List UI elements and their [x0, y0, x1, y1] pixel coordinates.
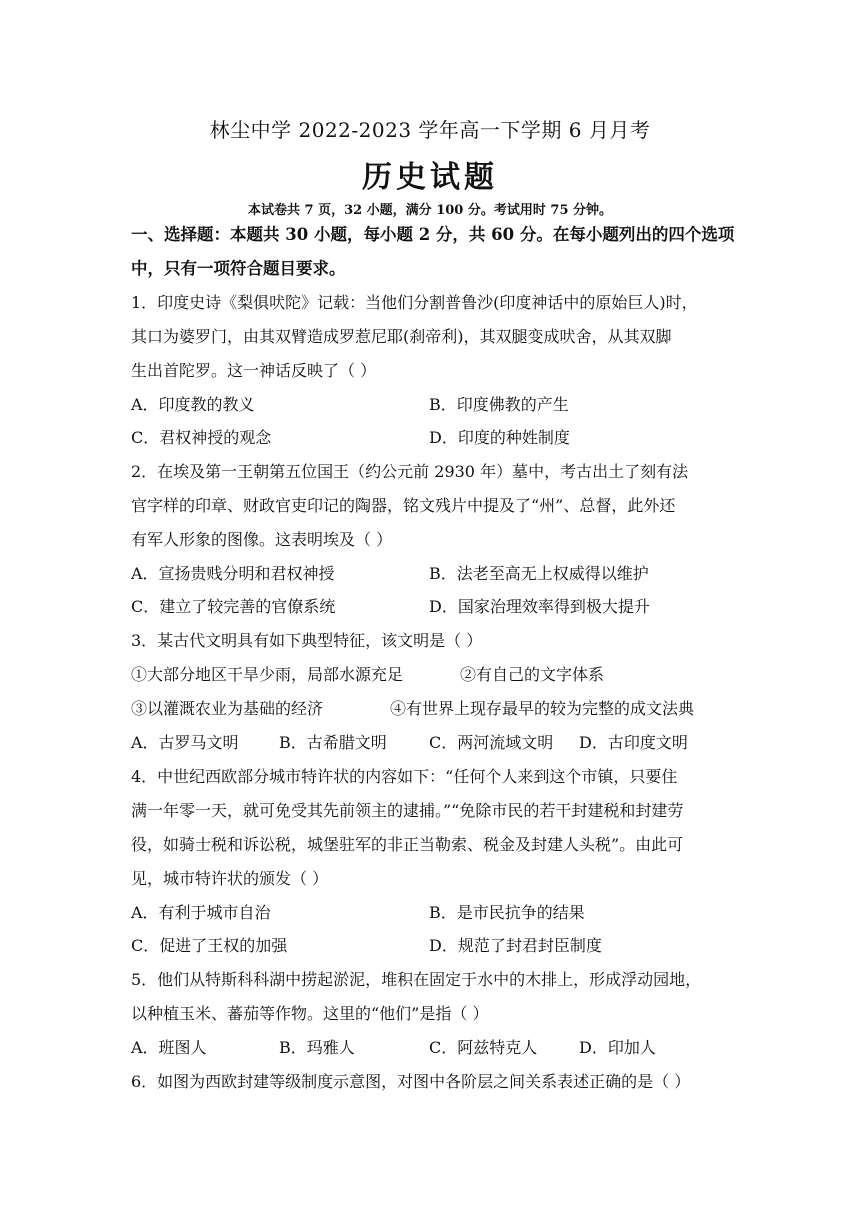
question-3-option-a: A．古罗马文明	[131, 733, 239, 752]
question-4-option-d: D．规范了封君封臣制度	[429, 936, 602, 955]
section-heading: 一、选择题：本题共 30 小题，每小题 2 分，共 60 分。在每小题列出的四个选项	[131, 225, 735, 244]
question-3-option-b: B．古希腊文明	[279, 733, 387, 752]
question-2-option-a: A．宣扬贵贱分明和君权神授	[131, 564, 335, 583]
question-1-text: 1．印度史诗《梨俱吠陀》记载：当他们分割普鲁沙(印度神话中的原始巨人)时，	[131, 293, 698, 312]
question-4-text: 4．中世纪西欧部分城市特许状的内容如下：“任何个人来到这个市镇，只要住	[131, 767, 678, 786]
question-5-text: 以种植玉米、蕃茄等作物。这里的“他们”是指（ ）	[131, 1004, 489, 1023]
question-1-option-d: D．印度的种姓制度	[429, 428, 570, 447]
question-3-feature-4: ④有世界上现存最早的较为完整的成文法典	[390, 699, 695, 718]
section-heading-cont: 中，只有一项符合题目要求。	[131, 259, 346, 278]
question-3-option-c: C．两河流域文明	[429, 733, 554, 752]
question-1-option-b: B．印度佛教的产生	[429, 395, 569, 414]
question-3-feature-2: ②有自己的文字体系	[460, 665, 605, 684]
question-4-text: 满一年零一天，就可免受其先前领主的逮捕。”“免除市民的若干封建税和封建劳	[131, 801, 684, 820]
question-3-feature-3: ③以灌溉农业为基础的经济	[131, 699, 324, 718]
question-1-text: 其口为婆罗门，由其双臂造成罗惹尼耶(刹帝利)，其双腿变成吠舍，从其双脚	[131, 327, 672, 346]
question-2-text: 2．在埃及第一王朝第五位国王（约公元前 2930 年）墓中，考古出土了刻有法	[131, 462, 689, 481]
question-4-option-c: C．促进了王权的加强	[131, 936, 288, 955]
question-2-option-c: C．建立了较完善的官僚系统	[131, 597, 336, 616]
question-5-text: 5．他们从特斯科科湖中捞起淤泥，堆积在固定于水中的木排上，形成浮动园地，	[131, 970, 702, 989]
question-4-text: 见，城市特许状的颁发（ ）	[131, 869, 329, 888]
question-1-text: 生出首陀罗。这一神话反映了（ ）	[131, 361, 377, 380]
question-5-option-c: C．阿兹特克人	[429, 1038, 538, 1057]
question-4-option-a: A．有利于城市自治	[131, 903, 271, 922]
question-1-option-c: C．君权神授的观念	[131, 428, 272, 447]
question-5-option-b: B．玛雅人	[279, 1038, 355, 1057]
question-2-text: 官字样的印章、财政官吏印记的陶器，铭文残片中提及了“州”、总督，此外还	[131, 496, 676, 515]
question-4-text: 役，如骑士税和诉讼税，城堡驻军的非正当勒索、税金及封建人头税”。由此可	[131, 835, 684, 854]
question-5-option-d: D．印加人	[579, 1038, 656, 1057]
question-4-option-b: B．是市民抗争的结果	[429, 903, 585, 922]
question-1-option-a: A．印度教的教义	[131, 395, 255, 414]
exam-instructions: 本试卷共 7 页，32 小题，满分 100 分。考试用时 75 分钟。	[247, 203, 613, 218]
question-3-text: 3．某古代文明具有如下典型特征，该文明是（ ）	[131, 631, 483, 650]
exam-title: 林尘中学 2022-2023 学年高一下学期 6 月月考	[209, 118, 651, 142]
exam-subject-title: 历史试题	[362, 160, 498, 195]
question-2-option-d: D．国家治理效率得到极大提升	[429, 597, 650, 616]
question-3-feature-1: ①大部分地区干旱少雨，局部水源充足	[131, 665, 404, 684]
question-2-option-b: B．法老至高无上权威得以维护	[429, 564, 649, 583]
question-2-text: 有军人形象的图像。这表明埃及（ ）	[131, 530, 393, 549]
question-3-option-d: D．古印度文明	[579, 733, 688, 752]
question-6-text: 6．如图为西欧封建等级制度示意图，对图中各阶层之间关系表述正确的是（ ）	[131, 1072, 691, 1091]
question-5-option-a: A．班图人	[131, 1038, 207, 1057]
